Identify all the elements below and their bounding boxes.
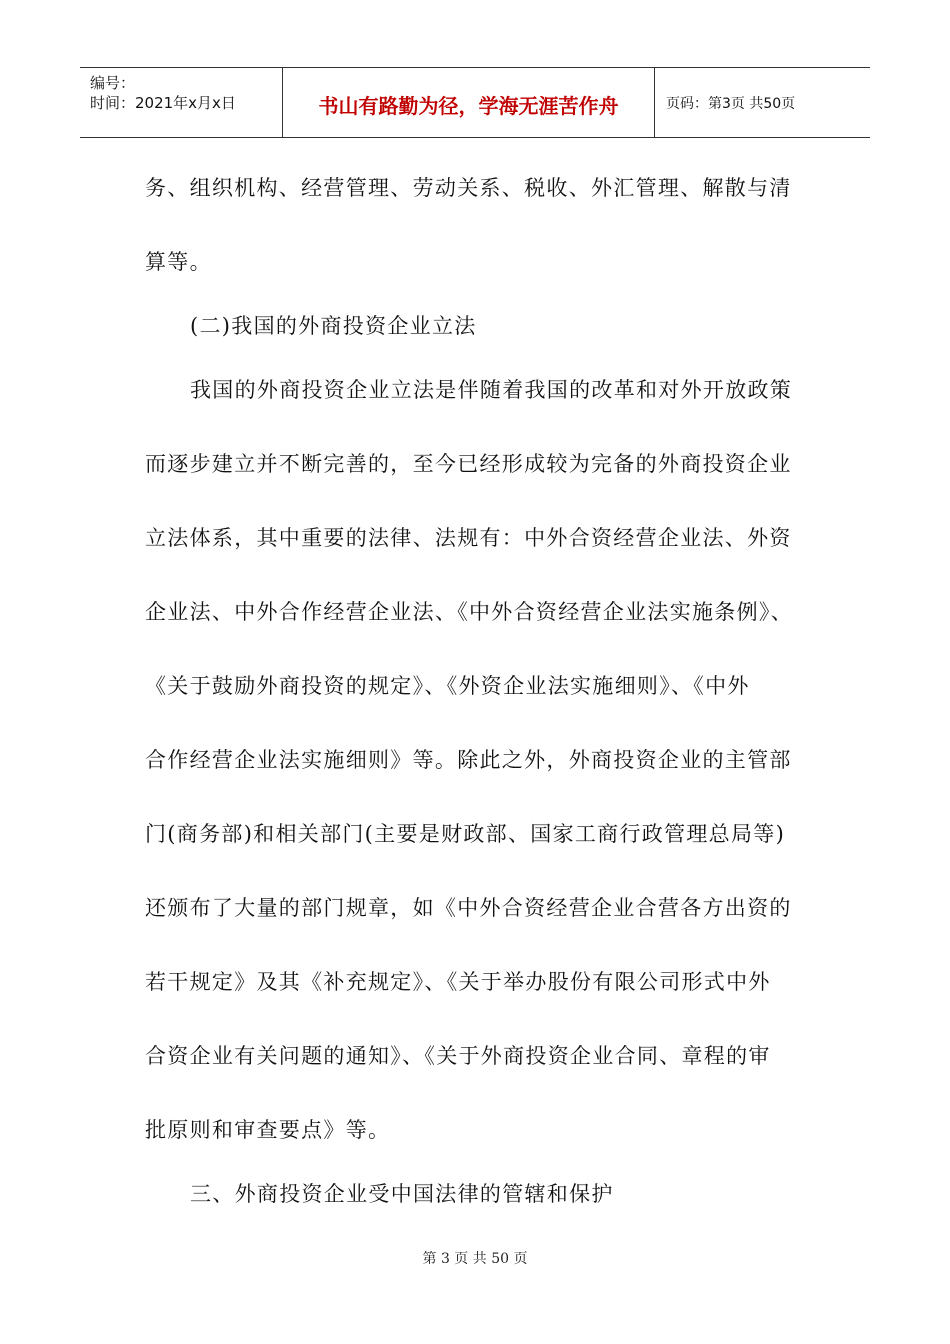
header-page-cell xyxy=(656,68,870,137)
body-line: 合作经营企业法实施细则》等。除此之外，外商投资企业的主管部 xyxy=(145,748,792,772)
body-line: 务、组织机构、经营管理、劳动关系、税收、外汇管理、解散与清 xyxy=(145,176,792,200)
header-page-info: 页码：第3页 共50页 xyxy=(666,96,796,112)
body-line: 合资企业有关问题的通知》、《关于外商投资企业合同、章程的审 xyxy=(145,1044,771,1068)
page-header xyxy=(80,67,870,138)
body-line: 《关于鼓励外商投资的规定》、《外资企业法实施细则》、《中外 xyxy=(145,674,750,698)
time-label: 时间：2021年x月x日 xyxy=(90,94,236,112)
header-meta xyxy=(80,68,283,137)
body-line: 立法体系，其中重要的法律、法规有：中外合资经营企业法、外资 xyxy=(145,526,792,550)
body-line: 算等。 xyxy=(145,250,212,274)
header-motto-cell xyxy=(283,68,655,137)
body-line: 若干规定》及其《补充规定》、《关于举办股份有限公司形式中外 xyxy=(145,970,771,994)
section-heading: (二)我国的外商投资企业立法 xyxy=(190,314,477,338)
body-line: 而逐步建立并不断完善的，至今已经形成较为完备的外商投资企业 xyxy=(145,452,792,476)
body-line: 批原则和审查要点》等。 xyxy=(145,1118,391,1142)
number-label: 编号： xyxy=(90,74,136,92)
body-line: 企业法、中外合作经营企业法、《中外合资经营企业法实施条例》、 xyxy=(145,600,793,624)
body-line: 门(商务部)和相关部门(主要是财政部、国家工商行政管理总局等) xyxy=(145,822,786,846)
section-heading: 三、外商投资企业受中国法律的管辖和保护 xyxy=(190,1182,614,1206)
header-motto: 书山有路勤为径，学海无涯苦作舟 xyxy=(318,94,619,118)
body-line: 还颁布了大量的部门规章，如《中外合资经营企业合营各方出资的 xyxy=(145,896,792,920)
body-line: 我国的外商投资企业立法是伴随着我国的改革和对外开放政策 xyxy=(190,378,793,402)
page-footer: 第 3 页 共 50 页 xyxy=(422,1251,528,1267)
